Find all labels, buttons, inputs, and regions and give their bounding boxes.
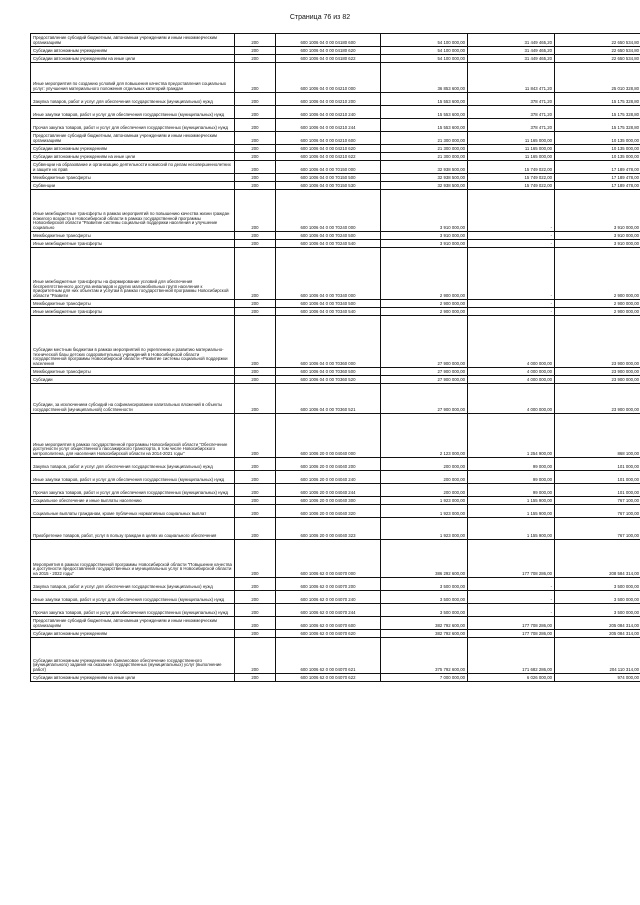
table-row <box>31 638 640 674</box>
row-classification-code-cell: 600 1006 62 0 00 04070 244 <box>276 604 381 617</box>
row-executed-amount-cell: 31 449 465,20 <box>468 55 555 63</box>
row-name-cell: Иные закупки товаров, работ и услуг для обеспечения государственных (муниципальных) нужд <box>31 471 235 484</box>
row-unexecuted-amount-cell: 17 189 478,00 <box>555 182 640 190</box>
row-name-cell: Межбюджетные трансферты <box>31 232 235 240</box>
table-row <box>31 248 640 300</box>
row-name-cell: Межбюджетные трансферты <box>31 174 235 182</box>
row-classification-code-cell: 600 1006 20 0 00 04040 240 <box>276 471 381 484</box>
row-executed-amount-cell: 4 000 000,00 <box>468 316 555 368</box>
table-row <box>31 617 640 630</box>
row-name-cell: Иные закупки товаров, работ и услуг для обеспечения государственных (муниципальных) нужд <box>31 106 235 119</box>
table-row <box>31 55 640 63</box>
row-approved-amount-cell: 3 910 000,00 <box>381 240 468 248</box>
row-approved-amount-cell: 32 938 500,00 <box>381 174 468 182</box>
row-unexecuted-amount-cell: 767 100,00 <box>555 505 640 518</box>
row-line-code-cell: 200 <box>235 119 276 132</box>
row-unexecuted-amount-cell: 22 650 534,80 <box>555 55 640 63</box>
budget-table <box>30 33 640 682</box>
row-unexecuted-amount-cell: 15 175 328,80 <box>555 106 640 119</box>
row-classification-code-cell: 600 1006 04 0 00 04210 000 <box>276 63 381 93</box>
row-name-cell: Субсидии автономным учреждениям на иные цели <box>31 153 235 161</box>
row-classification-code-cell: 600 1006 04 0 00 70360 500 <box>276 368 381 376</box>
row-unexecuted-amount-cell: 23 900 000,00 <box>555 316 640 368</box>
row-executed-amount-cell: - <box>468 578 555 591</box>
row-classification-code-cell: 600 1006 62 0 00 04070 620 <box>276 630 381 638</box>
table-row <box>31 190 640 232</box>
row-name-cell: Приобретение товаров, работ, услуг в пользу граждан в целях их социального обеспечения <box>31 518 235 540</box>
row-line-code-cell: 200 <box>235 384 276 414</box>
row-unexecuted-amount-cell: 2 900 000,00 <box>555 248 640 300</box>
row-unexecuted-amount-cell: 3 500 000,00 <box>555 604 640 617</box>
row-approved-amount-cell: 54 100 000,00 <box>381 34 468 47</box>
row-unexecuted-amount-cell: 22 650 534,80 <box>555 34 640 47</box>
row-line-code-cell: 200 <box>235 153 276 161</box>
row-line-code-cell: 200 <box>235 674 276 682</box>
row-name-cell: Межбюджетные трансферты <box>31 300 235 308</box>
row-classification-code-cell: 600 1006 04 0 00 70150 000 <box>276 161 381 174</box>
row-executed-amount-cell: 1 155 900,00 <box>468 518 555 540</box>
row-unexecuted-amount-cell: 205 084 314,00 <box>555 630 640 638</box>
row-classification-code-cell: 600 1006 04 0 00 70340 000 <box>276 248 381 300</box>
row-line-code-cell: 200 <box>235 540 276 578</box>
row-executed-amount-cell: 31 449 465,20 <box>468 34 555 47</box>
row-executed-amount-cell: 4 000 000,00 <box>468 376 555 384</box>
table-row <box>31 630 640 638</box>
row-executed-amount-cell: 11 843 471,20 <box>468 63 555 93</box>
row-approved-amount-cell: 3 910 000,00 <box>381 232 468 240</box>
row-line-code-cell: 200 <box>235 132 276 145</box>
row-name-cell: Закупка товаров, работ и услуг для обеспечения государственных (муниципальных) нужд <box>31 578 235 591</box>
row-executed-amount-cell: 177 708 286,00 <box>468 617 555 630</box>
row-line-code-cell: 200 <box>235 190 276 232</box>
table-row <box>31 63 640 93</box>
table-row <box>31 182 640 190</box>
row-name-cell: Иные мероприятия в рамках государственной программы Новосибирской области "Обеспечение доступности услуг общественного пассажирского транспорта, в том числе Новосибирского метрополитена, для населения Новосибирской области на 2014-2021 годы" <box>31 414 235 458</box>
row-unexecuted-amount-cell: 23 900 000,00 <box>555 384 640 414</box>
table-row <box>31 240 640 248</box>
table-row <box>31 414 640 458</box>
row-executed-amount-cell: - <box>468 190 555 232</box>
row-unexecuted-amount-cell: 974 000,00 <box>555 674 640 682</box>
row-line-code-cell: 200 <box>235 232 276 240</box>
row-unexecuted-amount-cell: 17 189 478,00 <box>555 161 640 174</box>
row-approved-amount-cell: 15 553 600,00 <box>381 93 468 106</box>
row-unexecuted-amount-cell: 208 584 314,00 <box>555 540 640 578</box>
row-unexecuted-amount-cell: 767 100,00 <box>555 518 640 540</box>
row-approved-amount-cell: 1 923 000,00 <box>381 505 468 518</box>
row-executed-amount-cell: 11 165 000,00 <box>468 145 555 153</box>
row-classification-code-cell: 600 1006 62 0 00 04070 622 <box>276 674 381 682</box>
row-unexecuted-amount-cell: 17 189 478,00 <box>555 174 640 182</box>
row-executed-amount-cell: 31 449 465,20 <box>468 47 555 55</box>
row-line-code-cell: 200 <box>235 414 276 458</box>
row-name-cell: Закупка товаров, работ и услуг для обеспечения государственных (муниципальных) нужд <box>31 93 235 106</box>
row-unexecuted-amount-cell: 101 000,00 <box>555 484 640 497</box>
row-approved-amount-cell: 27 900 000,00 <box>381 376 468 384</box>
row-approved-amount-cell: 1 923 000,00 <box>381 518 468 540</box>
row-executed-amount-cell: 99 000,00 <box>468 458 555 471</box>
table-row <box>31 132 640 145</box>
row-approved-amount-cell: 21 300 000,00 <box>381 132 468 145</box>
row-approved-amount-cell: 27 900 000,00 <box>381 384 468 414</box>
row-name-cell: Предоставление субсидий бюджетным, автономным учреждениям и иным некоммерческим организациям <box>31 617 235 630</box>
row-unexecuted-amount-cell: 3 910 000,00 <box>555 190 640 232</box>
row-classification-code-cell: 600 1006 62 0 00 04070 600 <box>276 617 381 630</box>
row-line-code-cell: 200 <box>235 518 276 540</box>
table-row <box>31 505 640 518</box>
row-name-cell: Иные мероприятия по созданию условий для повышения качества предоставления социальных услуг: улучшения материального положения отдельных категорий граждан <box>31 63 235 93</box>
table-row <box>31 591 640 604</box>
row-classification-code-cell: 600 1006 04 0 00 70340 540 <box>276 308 381 316</box>
row-name-cell: Субсидии автономным учреждениям <box>31 145 235 153</box>
row-line-code-cell: 200 <box>235 240 276 248</box>
row-executed-amount-cell: 1 155 900,00 <box>468 497 555 505</box>
row-name-cell: Субсидии автономным учреждениям на финансовое обеспечение государственного (муниципального) задания на оказание государственных (муниципальных) услуг (выполнение работ) <box>31 638 235 674</box>
row-executed-amount-cell: 4 000 000,00 <box>468 384 555 414</box>
table-row <box>31 376 640 384</box>
row-approved-amount-cell: 2 123 000,00 <box>381 414 468 458</box>
row-unexecuted-amount-cell: 101 000,00 <box>555 471 640 484</box>
row-line-code-cell: 200 <box>235 316 276 368</box>
table-row <box>31 153 640 161</box>
budget-table-body <box>31 34 640 682</box>
row-executed-amount-cell: - <box>468 604 555 617</box>
row-line-code-cell: 200 <box>235 368 276 376</box>
row-line-code-cell: 200 <box>235 174 276 182</box>
table-row <box>31 174 640 182</box>
row-line-code-cell: 200 <box>235 471 276 484</box>
row-classification-code-cell: 600 1006 04 0 00 04210 200 <box>276 93 381 106</box>
row-name-cell: Прочая закупка товаров, работ и услуг для обеспечения государственных (муниципальных) нужд <box>31 604 235 617</box>
row-executed-amount-cell: 6 026 000,00 <box>468 674 555 682</box>
row-approved-amount-cell: 21 300 000,00 <box>381 145 468 153</box>
row-name-cell: Иные межбюджетные трансферты на формирование условий для обеспечения беспрепятственного доступа инвалидов и других маломобильных групп населения к приоритетным для них объектам и услугам в рамках государственной программы Новосибирской области "Развити <box>31 248 235 300</box>
row-approved-amount-cell: 1 923 000,00 <box>381 497 468 505</box>
row-line-code-cell: 200 <box>235 47 276 55</box>
row-unexecuted-amount-cell: 3 500 000,00 <box>555 578 640 591</box>
table-row <box>31 471 640 484</box>
row-approved-amount-cell: 54 100 000,00 <box>381 47 468 55</box>
row-unexecuted-amount-cell: 10 135 000,00 <box>555 145 640 153</box>
row-name-cell: Субсидии автономным учреждениям на иные цели <box>31 674 235 682</box>
row-name-cell: Субсидии автономным учреждениям <box>31 630 235 638</box>
row-executed-amount-cell: 11 165 000,00 <box>468 153 555 161</box>
row-classification-code-cell: 600 1006 04 0 00 70150 530 <box>276 182 381 190</box>
table-row <box>31 458 640 471</box>
row-line-code-cell: 200 <box>235 630 276 638</box>
row-name-cell: Иные закупки товаров, работ и услуг для обеспечения государственных (муниципальных) нужд <box>31 591 235 604</box>
row-name-cell: Субвенции <box>31 182 235 190</box>
table-row <box>31 368 640 376</box>
row-approved-amount-cell: 27 900 000,00 <box>381 316 468 368</box>
table-row <box>31 578 640 591</box>
row-name-cell: Субсидии автономным учреждениям на иные цели <box>31 55 235 63</box>
row-line-code-cell: 200 <box>235 161 276 174</box>
row-approved-amount-cell: 32 938 500,00 <box>381 182 468 190</box>
row-unexecuted-amount-cell: 3 910 000,00 <box>555 240 640 248</box>
row-classification-code-cell: 600 1006 04 0 00 04210 600 <box>276 132 381 145</box>
row-approved-amount-cell: 3 500 000,00 <box>381 591 468 604</box>
row-line-code-cell: 200 <box>235 308 276 316</box>
row-approved-amount-cell: 54 100 000,00 <box>381 55 468 63</box>
row-name-cell: Межбюджетные трансферты <box>31 368 235 376</box>
row-line-code-cell: 200 <box>235 376 276 384</box>
table-row <box>31 308 640 316</box>
row-executed-amount-cell: 177 708 286,00 <box>468 630 555 638</box>
row-executed-amount-cell: 1 254 900,00 <box>468 414 555 458</box>
row-approved-amount-cell: 27 900 000,00 <box>381 368 468 376</box>
row-approved-amount-cell: 375 792 600,00 <box>381 638 468 674</box>
row-classification-code-cell: 600 1006 04 0 00 04210 622 <box>276 153 381 161</box>
row-name-cell: Иные межбюджетные трансферты в рамках мероприятий по повышению качества жизни граждан пожилого возраста в Новосибирской области в рамках государственной программы Новосибирской области "Развитие системы социальной поддержки населения и улучшение социально <box>31 190 235 232</box>
row-classification-code-cell: 600 1006 20 0 00 04040 200 <box>276 458 381 471</box>
row-executed-amount-cell: 177 708 286,00 <box>468 540 555 578</box>
row-name-cell: Предоставление субсидий бюджетным, автономным учреждениям и иным некоммерческим организациям <box>31 132 235 145</box>
page-title: Страница 76 из 82 <box>289 14 351 21</box>
row-approved-amount-cell: 2 900 000,00 <box>381 308 468 316</box>
row-approved-amount-cell: 3 500 000,00 <box>381 604 468 617</box>
row-name-cell: Социальные выплаты гражданам, кроме публичных нормативных социальных выплат <box>31 505 235 518</box>
row-approved-amount-cell: 36 853 600,00 <box>381 63 468 93</box>
table-row <box>31 540 640 578</box>
row-name-cell: Прочая закупка товаров, работ и услуг для обеспечения государственных (муниципальных) нужд <box>31 119 235 132</box>
row-approved-amount-cell: 32 938 500,00 <box>381 161 468 174</box>
row-approved-amount-cell: 21 300 000,00 <box>381 153 468 161</box>
table-row <box>31 106 640 119</box>
row-unexecuted-amount-cell: 868 100,00 <box>555 414 640 458</box>
row-classification-code-cell: 600 1006 04 0 00 70360 520 <box>276 376 381 384</box>
row-executed-amount-cell: - <box>468 232 555 240</box>
table-row <box>31 316 640 368</box>
row-classification-code-cell: 600 1006 04 0 00 70150 500 <box>276 174 381 182</box>
row-executed-amount-cell: - <box>468 300 555 308</box>
table-row <box>31 674 640 682</box>
row-unexecuted-amount-cell: 15 175 328,80 <box>555 119 640 132</box>
row-line-code-cell: 200 <box>235 300 276 308</box>
row-line-code-cell: 200 <box>235 106 276 119</box>
row-classification-code-cell: 600 1006 04 0 00 70340 500 <box>276 300 381 308</box>
row-name-cell: Субсидии <box>31 376 235 384</box>
row-executed-amount-cell: 171 682 286,00 <box>468 638 555 674</box>
row-approved-amount-cell: 382 792 600,00 <box>381 617 468 630</box>
table-row <box>31 93 640 106</box>
row-line-code-cell: 200 <box>235 604 276 617</box>
table-row <box>31 232 640 240</box>
row-classification-code-cell: 600 1006 04 0 00 04210 620 <box>276 145 381 153</box>
row-line-code-cell: 200 <box>235 578 276 591</box>
row-unexecuted-amount-cell: 767 100,00 <box>555 497 640 505</box>
row-approved-amount-cell: 382 792 600,00 <box>381 630 468 638</box>
row-line-code-cell: 200 <box>235 617 276 630</box>
row-name-cell: Прочая закупка товаров, работ и услуг для обеспечения государственных (муниципальных) нужд <box>31 484 235 497</box>
table-row <box>31 145 640 153</box>
table-row <box>31 384 640 414</box>
row-executed-amount-cell: 15 749 022,00 <box>468 174 555 182</box>
row-line-code-cell: 200 <box>235 34 276 47</box>
row-executed-amount-cell: - <box>468 308 555 316</box>
row-unexecuted-amount-cell: 10 135 000,00 <box>555 153 640 161</box>
table-row <box>31 47 640 55</box>
row-classification-code-cell: 600 1006 04 0 00 70240 000 <box>276 190 381 232</box>
row-name-cell: Закупка товаров, работ и услуг для обеспечения государственных (муниципальных) нужд <box>31 458 235 471</box>
row-unexecuted-amount-cell: 3 500 000,00 <box>555 591 640 604</box>
table-row <box>31 484 640 497</box>
row-name-cell: Субвенции на образование и организацию деятельности комиссий по делам несовершеннолетних и защите их прав <box>31 161 235 174</box>
row-classification-code-cell: 600 1006 04 0 00 70240 500 <box>276 232 381 240</box>
row-unexecuted-amount-cell: 10 135 000,00 <box>555 132 640 145</box>
row-classification-code-cell: 600 1006 04 0 00 04210 240 <box>276 106 381 119</box>
row-executed-amount-cell: 15 749 022,00 <box>468 161 555 174</box>
row-classification-code-cell: 600 1006 04 0 00 04180 600 <box>276 34 381 47</box>
row-unexecuted-amount-cell: 205 084 314,00 <box>555 617 640 630</box>
row-classification-code-cell: 600 1006 62 0 00 04070 200 <box>276 578 381 591</box>
row-approved-amount-cell: 15 553 600,00 <box>381 106 468 119</box>
row-line-code-cell: 200 <box>235 484 276 497</box>
row-classification-code-cell: 600 1006 04 0 00 04210 244 <box>276 119 381 132</box>
row-name-cell: Субсидии местным бюджетам в рамках мероприятий по укреплению и развитию материально-технической базы детских оздоровительных учреждений в Новосибирской области государственной программы Новосибирской области «Развитие системы социальной поддержки населения <box>31 316 235 368</box>
row-approved-amount-cell: 3 500 000,00 <box>381 578 468 591</box>
row-executed-amount-cell: 11 165 000,00 <box>468 132 555 145</box>
table-row <box>31 161 640 174</box>
row-executed-amount-cell: 378 471,20 <box>468 106 555 119</box>
row-line-code-cell: 200 <box>235 182 276 190</box>
row-classification-code-cell: 600 1006 04 0 00 04180 622 <box>276 55 381 63</box>
row-line-code-cell: 200 <box>235 93 276 106</box>
row-executed-amount-cell: 378 471,20 <box>468 119 555 132</box>
row-executed-amount-cell: 4 000 000,00 <box>468 368 555 376</box>
table-row <box>31 518 640 540</box>
row-line-code-cell: 200 <box>235 591 276 604</box>
row-name-cell: Социальное обеспечение и иные выплаты населению <box>31 497 235 505</box>
row-executed-amount-cell: 99 000,00 <box>468 471 555 484</box>
table-row <box>31 119 640 132</box>
row-approved-amount-cell: 200 000,00 <box>381 471 468 484</box>
row-name-cell: Субсидии, за исключением субсидий на софинансирование капитальных вложений в объекты государственной (муниципальной) собственности <box>31 384 235 414</box>
row-approved-amount-cell: 200 000,00 <box>381 458 468 471</box>
row-classification-code-cell: 600 1006 20 0 00 04040 323 <box>276 518 381 540</box>
row-classification-code-cell: 600 1006 20 0 00 04040 244 <box>276 484 381 497</box>
table-row <box>31 300 640 308</box>
row-approved-amount-cell: 200 000,00 <box>381 484 468 497</box>
row-executed-amount-cell: 1 155 900,00 <box>468 505 555 518</box>
row-unexecuted-amount-cell: 23 900 000,00 <box>555 376 640 384</box>
row-classification-code-cell: 600 1006 62 0 00 04070 621 <box>276 638 381 674</box>
row-unexecuted-amount-cell: 2 900 000,00 <box>555 308 640 316</box>
row-unexecuted-amount-cell: 15 175 328,80 <box>555 93 640 106</box>
row-line-code-cell: 200 <box>235 638 276 674</box>
table-row <box>31 34 640 47</box>
row-classification-code-cell: 600 1006 04 0 00 04180 620 <box>276 47 381 55</box>
row-name-cell: Субсидии автономным учреждениям <box>31 47 235 55</box>
row-unexecuted-amount-cell: 101 000,00 <box>555 458 640 471</box>
row-classification-code-cell: 600 1006 20 0 00 04040 000 <box>276 414 381 458</box>
row-executed-amount-cell: 378 471,20 <box>468 93 555 106</box>
row-unexecuted-amount-cell: 204 110 314,00 <box>555 638 640 674</box>
table-row <box>31 604 640 617</box>
row-classification-code-cell: 600 1006 04 0 00 70360 000 <box>276 316 381 368</box>
row-name-cell: Иные межбюджетные трансферты <box>31 240 235 248</box>
row-approved-amount-cell: 2 900 000,00 <box>381 300 468 308</box>
row-approved-amount-cell: 2 900 000,00 <box>381 248 468 300</box>
row-line-code-cell: 200 <box>235 458 276 471</box>
row-approved-amount-cell: 7 000 000,00 <box>381 674 468 682</box>
row-executed-amount-cell: 15 749 022,00 <box>468 182 555 190</box>
row-approved-amount-cell: 15 553 600,00 <box>381 119 468 132</box>
row-classification-code-cell: 600 1006 62 0 00 04070 000 <box>276 540 381 578</box>
row-executed-amount-cell: - <box>468 240 555 248</box>
row-line-code-cell: 200 <box>235 55 276 63</box>
row-unexecuted-amount-cell: 22 650 534,80 <box>555 47 640 55</box>
row-classification-code-cell: 600 1006 20 0 00 04040 300 <box>276 497 381 505</box>
row-line-code-cell: 200 <box>235 63 276 93</box>
row-line-code-cell: 200 <box>235 248 276 300</box>
row-name-cell: Предоставление субсидий бюджетным, автономным учреждениям и иным некоммерческим организациям <box>31 34 235 47</box>
row-name-cell: Иные межбюджетные трансферты <box>31 308 235 316</box>
row-unexecuted-amount-cell: 23 900 000,00 <box>555 368 640 376</box>
row-classification-code-cell: 600 1006 62 0 00 04070 240 <box>276 591 381 604</box>
row-unexecuted-amount-cell: 25 010 328,80 <box>555 63 640 93</box>
row-classification-code-cell: 600 1006 20 0 00 04040 320 <box>276 505 381 518</box>
row-executed-amount-cell: - <box>468 248 555 300</box>
row-line-code-cell: 200 <box>235 505 276 518</box>
row-classification-code-cell: 600 1006 04 0 00 70240 540 <box>276 240 381 248</box>
row-executed-amount-cell: 99 000,00 <box>468 484 555 497</box>
row-unexecuted-amount-cell: 2 900 000,00 <box>555 300 640 308</box>
table-row <box>31 497 640 505</box>
row-executed-amount-cell: - <box>468 591 555 604</box>
row-unexecuted-amount-cell: 3 910 000,00 <box>555 232 640 240</box>
row-line-code-cell: 200 <box>235 145 276 153</box>
row-name-cell: Мероприятия в рамках государственной программы Новосибирской области "Повышение качества и доступности предоставления государственных и муниципальных услуг в Новосибирской области на 2015 - 2022 годы" <box>31 540 235 578</box>
row-line-code-cell: 200 <box>235 497 276 505</box>
row-classification-code-cell: 600 1006 04 0 00 70360 521 <box>276 384 381 414</box>
row-approved-amount-cell: 386 292 600,00 <box>381 540 468 578</box>
row-approved-amount-cell: 3 910 000,00 <box>381 190 468 232</box>
